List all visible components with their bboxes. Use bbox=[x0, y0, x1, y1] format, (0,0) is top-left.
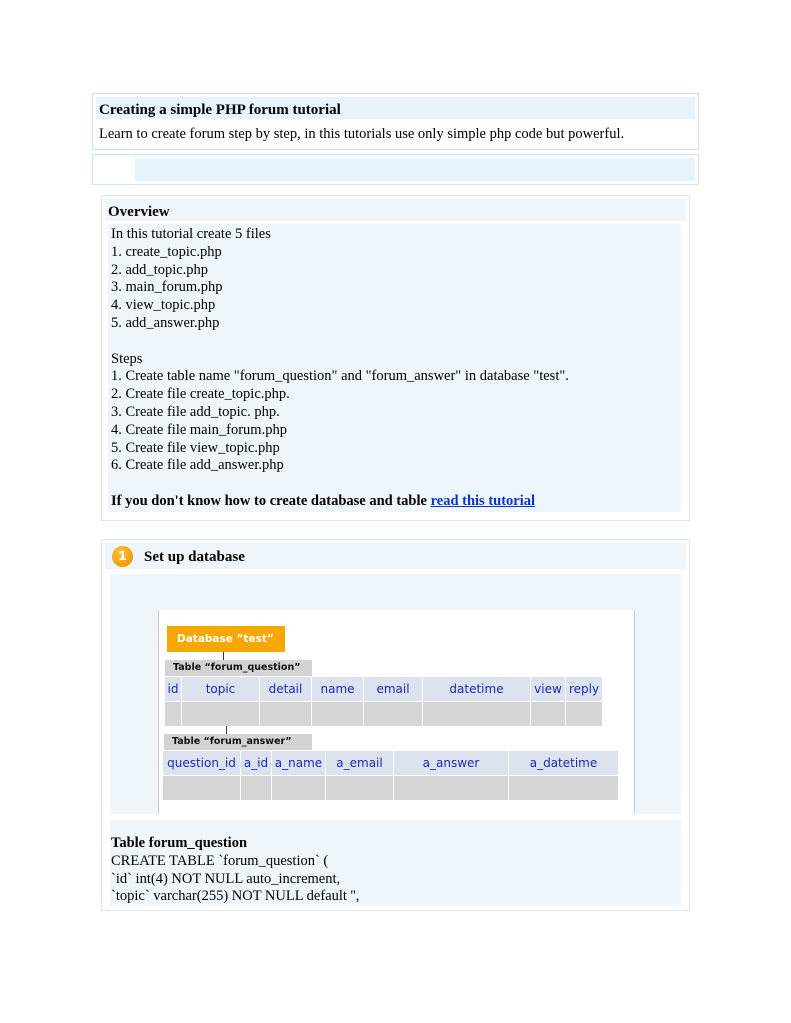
overview-body bbox=[108, 224, 681, 512]
table-column bbox=[531, 677, 566, 726]
table1-label: Table “forum_question” bbox=[165, 660, 312, 676]
database-label: Database “test” bbox=[167, 626, 285, 652]
table-cell bbox=[163, 775, 240, 800]
table2-label: Table “forum_answer” bbox=[164, 734, 312, 750]
step-item: 3. Create file add_topic. php. bbox=[111, 403, 280, 420]
table-column bbox=[326, 751, 394, 800]
step-item: 6. Create file add_answer.php bbox=[111, 457, 284, 474]
table-column bbox=[423, 677, 531, 726]
step-item: 2. Create file create_topic.php. bbox=[111, 386, 290, 403]
table-column bbox=[163, 751, 241, 800]
column-header: topic bbox=[182, 677, 259, 701]
section-header bbox=[105, 543, 686, 569]
overview-panel bbox=[101, 195, 690, 521]
table-column bbox=[182, 677, 260, 726]
forum-answer-table bbox=[163, 751, 619, 800]
table-cell bbox=[394, 775, 508, 800]
step-item: 1. Create table name "forum_question" and "forum_answer" in database "test". bbox=[111, 368, 569, 385]
column-header: datetime bbox=[423, 677, 530, 701]
column-header: reply bbox=[566, 677, 602, 701]
table-column bbox=[312, 677, 364, 726]
column-header: id bbox=[165, 677, 181, 701]
table-column bbox=[509, 751, 619, 800]
column-header: detail bbox=[260, 677, 311, 701]
column-header: question_id bbox=[163, 751, 240, 775]
file-item: 4. view_topic.php bbox=[111, 297, 216, 314]
sql-line: CREATE TABLE `forum_question` ( bbox=[111, 852, 329, 869]
table-column bbox=[260, 677, 312, 726]
connector-line bbox=[223, 652, 224, 660]
table-column bbox=[364, 677, 423, 726]
sql-title: Table forum_question bbox=[111, 835, 248, 851]
table-cell bbox=[509, 775, 618, 800]
table-column bbox=[165, 677, 182, 726]
column-header: a_id bbox=[241, 751, 271, 775]
table-cell bbox=[241, 775, 271, 800]
table-column bbox=[394, 751, 509, 800]
page-subtitle: Learn to create forum step by step, in this tutorials use only simple php code but powerful. bbox=[99, 126, 625, 142]
diagram-panel bbox=[110, 574, 681, 814]
column-header: view bbox=[531, 677, 565, 701]
table-column bbox=[241, 751, 272, 800]
sql-panel bbox=[110, 820, 681, 906]
database-note-text: If you don't know how to create database and table bbox=[111, 492, 431, 509]
step-number-icon: 1 bbox=[112, 546, 133, 567]
table-cell bbox=[531, 701, 565, 726]
connector-line bbox=[226, 726, 227, 734]
table-cell bbox=[566, 701, 602, 726]
table-cell bbox=[423, 701, 530, 726]
column-header: name bbox=[312, 677, 363, 701]
spacer bbox=[111, 333, 569, 351]
overview-intro: In this tutorial create 5 files bbox=[111, 226, 271, 242]
table-column bbox=[272, 751, 326, 800]
database-diagram bbox=[158, 610, 635, 814]
file-item: 5. add_answer.php bbox=[111, 314, 220, 331]
file-item: 2. add_topic.php bbox=[111, 261, 209, 278]
overview-title: Overview bbox=[108, 204, 170, 220]
column-header: a_name bbox=[272, 751, 325, 775]
file-item: 3. main_forum.php bbox=[111, 279, 223, 296]
step-item: 4. Create file main_forum.php bbox=[111, 421, 287, 438]
file-item: 1. create_topic.php bbox=[111, 243, 222, 260]
spacer bbox=[111, 475, 569, 493]
column-header: a_answer bbox=[394, 751, 508, 775]
database-note bbox=[111, 493, 569, 511]
empty-panel-band bbox=[135, 158, 695, 181]
column-header: a_datetime bbox=[509, 751, 618, 775]
column-header: email bbox=[364, 677, 422, 701]
steps-label: Steps bbox=[111, 350, 143, 367]
forum-question-table bbox=[165, 677, 603, 726]
table-cell bbox=[312, 701, 363, 726]
table-cell bbox=[272, 775, 325, 800]
step-item: 5. Create file view_topic.php bbox=[111, 439, 280, 456]
table-cell bbox=[165, 701, 181, 726]
empty-panel bbox=[92, 154, 699, 185]
sql-line: `id` int(4) NOT NULL auto_increment, bbox=[111, 870, 341, 887]
tutorial-header bbox=[92, 93, 699, 150]
table-cell bbox=[260, 701, 311, 726]
column-header: a_email bbox=[326, 751, 393, 775]
table-cell bbox=[326, 775, 393, 800]
table-cell bbox=[364, 701, 422, 726]
table-column bbox=[566, 677, 603, 726]
sql-line: `topic` varchar(255) NOT NULL default '', bbox=[111, 888, 360, 905]
table-cell bbox=[182, 701, 259, 726]
page-title: Creating a simple PHP forum tutorial bbox=[99, 102, 341, 118]
setup-database-panel bbox=[101, 539, 690, 911]
read-tutorial-link[interactable]: read this tutorial bbox=[430, 492, 536, 509]
section-title: Set up database bbox=[144, 549, 245, 565]
overview-header bbox=[105, 199, 686, 221]
